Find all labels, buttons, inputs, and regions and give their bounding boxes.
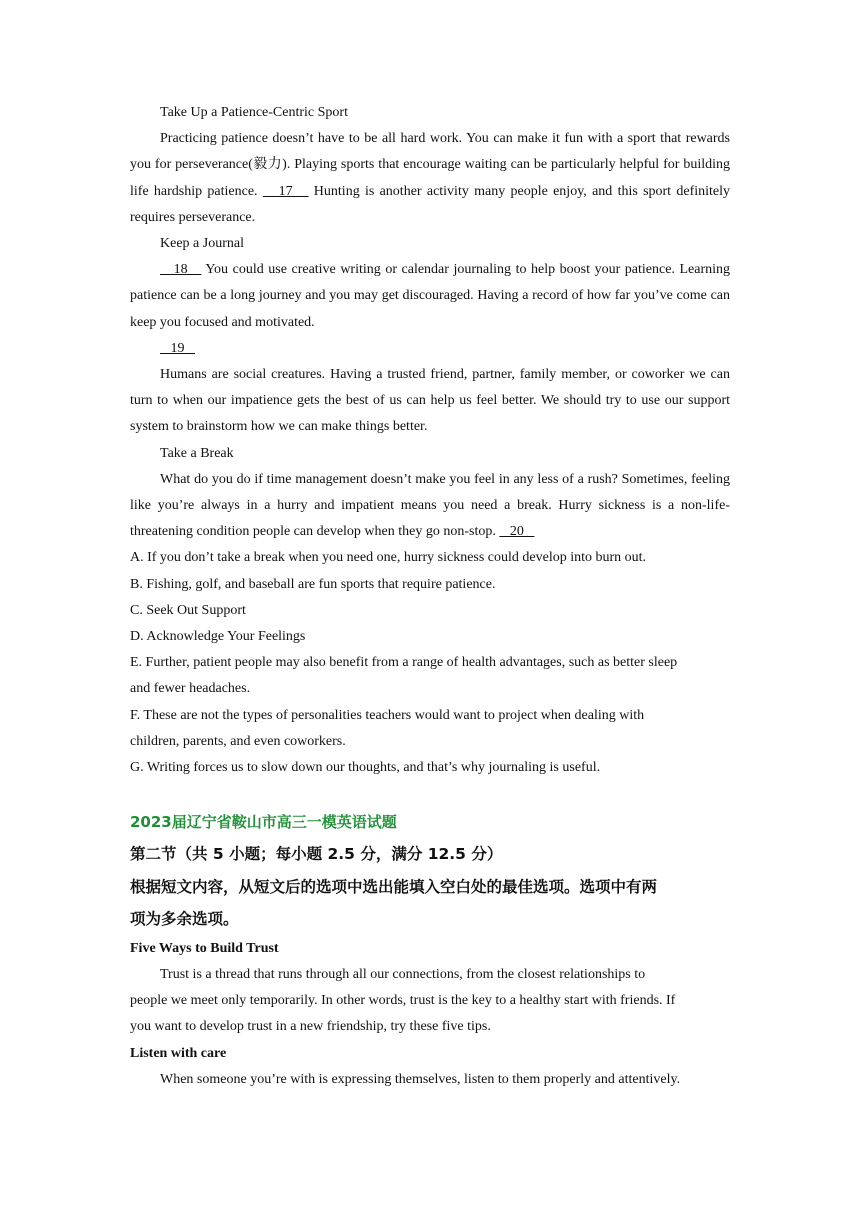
- option-f-continued: children, parents, and even coworkers.: [130, 733, 346, 749]
- option-a: A. If you don’t take a break when you need one, hurry sickness could develop into burn out.: [130, 550, 647, 566]
- section-heading-break: Take a Break: [160, 445, 234, 461]
- intro-line-1: Trust is a thread that runs through all our connections, from the closest relationships to: [160, 966, 646, 982]
- paragraph-journal-text: You could use creative writing or calendar journaling to help boost your patience. Learning patience can be a long journey and you may get discouraged. Having a record of how far you’ve come can keep you focused and motivated.: [130, 262, 731, 330]
- paragraph-break: [130, 467, 730, 546]
- option-c: C. Seek Out Support: [130, 602, 246, 618]
- paragraph-support: Humans are social creatures. Having a trusted friend, partner, family member, or coworker we can turn to when our impatience gets the best of us can help us feel better. We should try to use our support system to brainstorm how we can make things better.: [130, 367, 730, 435]
- option-b: B. Fishing, golf, and baseball are fun sports that require patience.: [130, 576, 496, 592]
- instruction-line-2: 项为多余选项。: [130, 910, 239, 929]
- listen-line-1: When someone you’re with is expressing themselves, listen to them properly and attentively.: [160, 1071, 681, 1087]
- option-e-continued: and fewer headaches.: [130, 681, 251, 697]
- subheading-listen: Listen with care: [130, 1045, 227, 1061]
- options-list: [130, 545, 730, 781]
- intro-line-2: people we meet only temporarily. In other words, trust is the key to a healthy start with friends. If: [130, 993, 676, 1009]
- option-f: F. These are not the types of personalities teachers would want to project when dealing with: [130, 707, 645, 723]
- blank-17: 17: [262, 183, 309, 199]
- blank-18: 18: [160, 262, 202, 278]
- section-heading-journal: Keep a Journal: [160, 236, 244, 252]
- option-d: D. Acknowledge Your Feelings: [130, 629, 306, 645]
- intro-line-3: you want to develop trust in a new friendship, try these five tips.: [130, 1019, 491, 1035]
- paragraph-break-text: What do you do if time management doesn’t make you feel in any less of a rush? Sometimes, feeling like you’re always in a hurry and impatient means you need a break. Hurry sickness is a non-life-threatening condition people can develop when they go non-stop.: [130, 471, 730, 540]
- paragraph-sport: [130, 126, 730, 231]
- section-heading-sport: Take Up a Patience-Centric Sport: [160, 105, 348, 120]
- article-title: Five Ways to Build Trust: [130, 940, 279, 956]
- blank-19: 19: [160, 340, 195, 356]
- option-e: E. Further, patient people may also benefit from a range of health advantages, such as better sleep: [130, 655, 678, 671]
- paragraph-sport-text-a: Practicing patience doesn’t have to be all hard work. You can make it fun with a sport that rewards you for perseverance(毅力). Playing sports that encourage waiting can be particularly helpful for building life hardship patience.: [130, 131, 730, 199]
- instruction-line-1: 根据短文内容，从短文后的选项中选出能填入空白处的最佳选项。选项中有两: [130, 877, 658, 896]
- blank-20: 20: [499, 524, 535, 540]
- document-page: [130, 100, 730, 1093]
- option-g: G. Writing forces us to slow down our thoughts, and that’s why journaling is useful.: [130, 760, 601, 776]
- section-spacer: [130, 781, 730, 807]
- paragraph-sport-text-b: Hunting is another activity many people enjoy, and this sport definitely requires perseverance.: [130, 183, 730, 225]
- paragraph-journal: [130, 257, 730, 336]
- source-title: 2023届辽宁省鞍山市高三一模英语试题: [130, 813, 397, 832]
- section-heading-blank-19: [130, 336, 730, 362]
- part-heading: 第二节（共 5 小题；每小题 2.5 分，满分 12.5 分）: [130, 845, 503, 864]
